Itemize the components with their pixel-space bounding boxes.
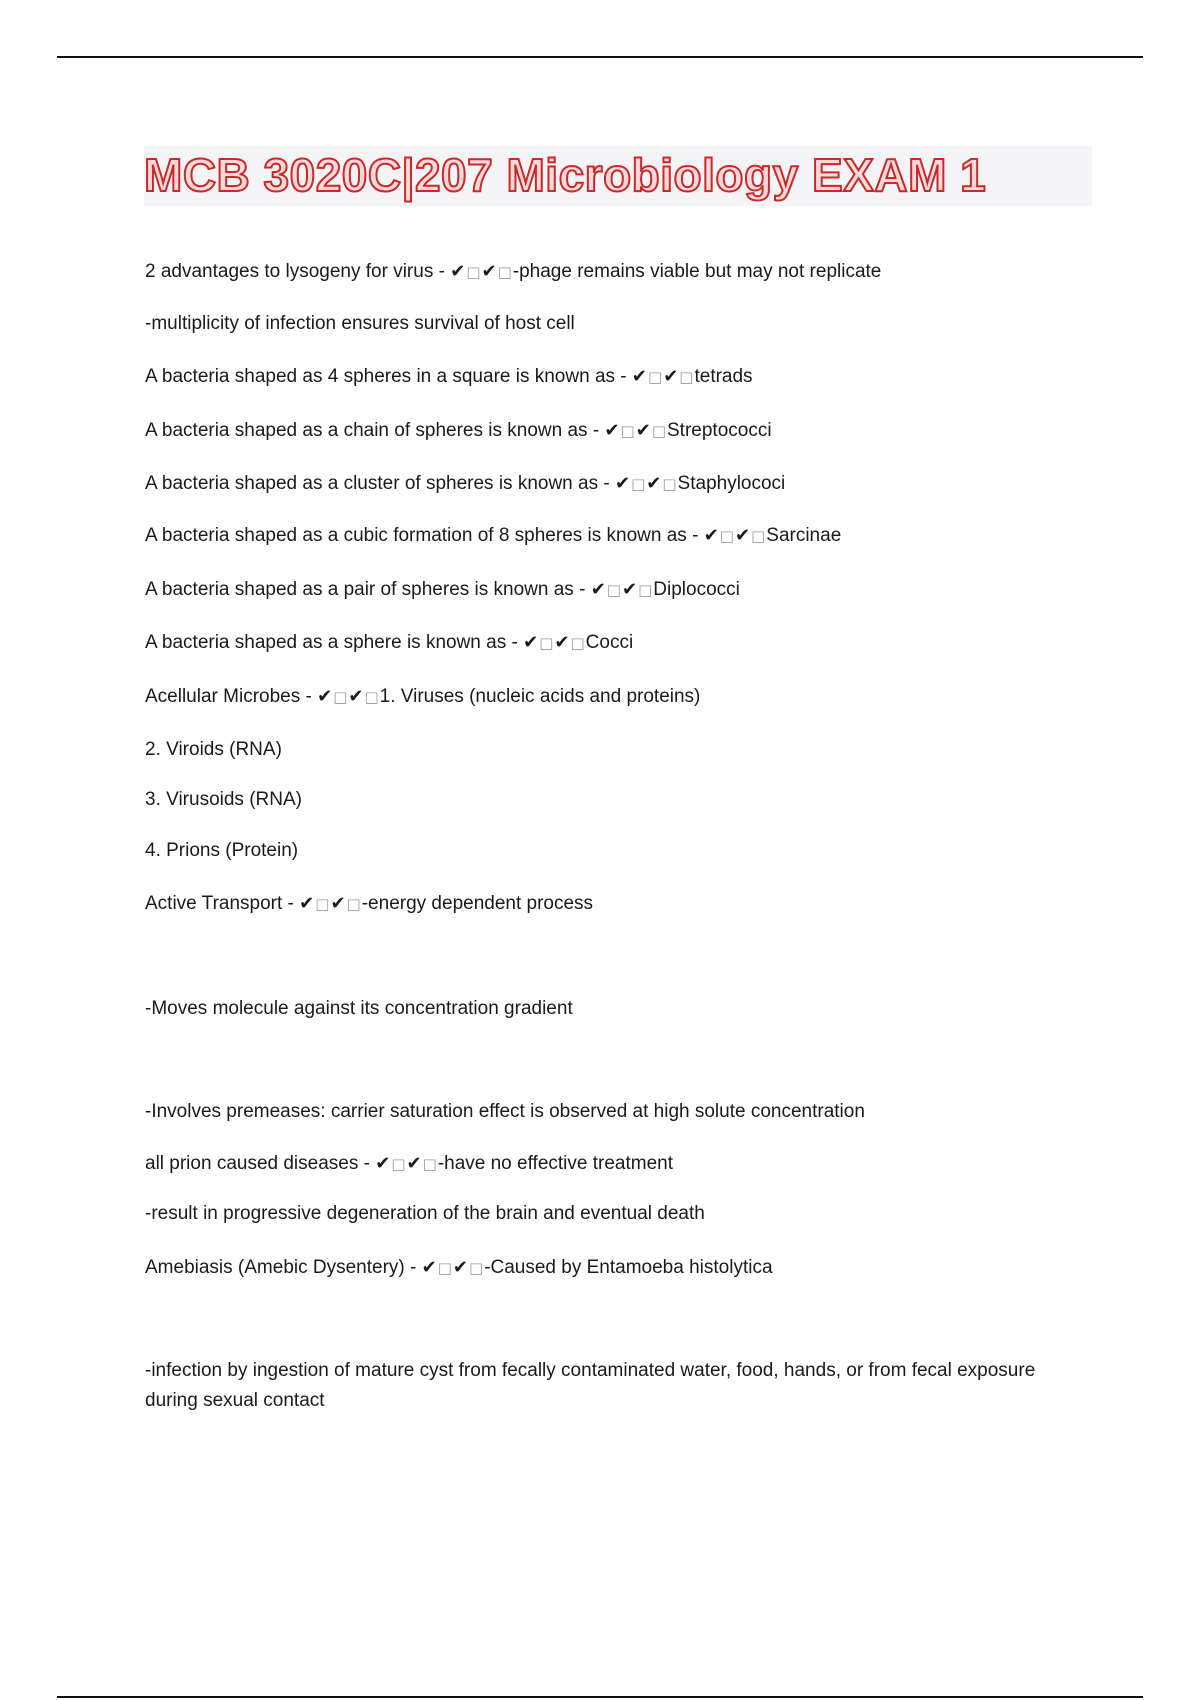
list-item (145, 994, 1055, 1024)
list-item (145, 1149, 1055, 1179)
answer: 1. Viruses (nucleic acids and proteins) (379, 686, 701, 707)
document-title: MCB 3020C|207 Microbiology EXAM 1 (144, 149, 987, 201)
answer: Staphylococi (677, 473, 786, 494)
answer: Cocci (585, 632, 634, 653)
title-banner (144, 146, 1092, 206)
footer-rule (57, 1696, 1143, 1698)
term: 2 advantages to lysogeny for virus - (145, 261, 451, 282)
term: Amebiasis (Amebic Dysentery) - (145, 1257, 422, 1278)
term: A bacteria shaped as a cubic formation of 8 spheres is known as - (145, 525, 704, 546)
term: Active Transport - (145, 893, 300, 914)
list-item (145, 1253, 1055, 1283)
answer: -have no effective treatment (437, 1153, 673, 1174)
list-item (145, 575, 1055, 605)
check-icon: ✔□✔□ (590, 579, 654, 600)
term: A bacteria shaped as a chain of spheres is known as - (145, 420, 605, 441)
answer-continued: -infection by ingestion of mature cyst from fecally contaminated water, food, hands, or from fecal exposure during sexual contact (145, 1360, 1036, 1411)
answer: Streptococci (667, 420, 772, 441)
answer: -energy dependent process (361, 893, 594, 914)
check-icon: ✔□✔□ (421, 1257, 485, 1278)
answer-continued: -multiplicity of infection ensures survival of host cell (145, 313, 575, 334)
list-item (145, 416, 1055, 446)
list-item (145, 1199, 1055, 1229)
answer: Diplococci (653, 579, 740, 600)
check-icon: ✔□✔□ (614, 473, 678, 494)
answer-continued: 4. Prions (Protein) (145, 840, 299, 861)
answer-continued: 2. Viroids (RNA) (145, 739, 282, 760)
header-rule (57, 56, 1143, 58)
term: Acellular Microbes - (145, 686, 318, 707)
check-icon: ✔□✔□ (317, 686, 380, 707)
list-item (145, 469, 1055, 499)
term: A bacteria shaped as a sphere is known as - (145, 632, 524, 653)
check-icon: ✔□✔□ (604, 420, 667, 441)
list-item (145, 628, 1055, 658)
answer: Sarcinae (766, 525, 842, 546)
answer-continued: -Involves premeases: carrier saturation effect is observed at high solute concentration (145, 1101, 865, 1122)
list-item (145, 836, 1055, 866)
answer: tetrads (694, 366, 753, 387)
list-item (145, 735, 1055, 765)
term: all prion caused diseases - (145, 1153, 376, 1174)
answer-continued: -Moves molecule against its concentration gradient (145, 998, 573, 1019)
term: A bacteria shaped as a pair of spheres is known as - (145, 579, 591, 600)
list-item (145, 889, 1055, 919)
answer-continued: -result in progressive degeneration of the brain and eventual death (145, 1203, 705, 1224)
list-item (145, 257, 1055, 287)
list-item (145, 785, 1055, 815)
list-item (145, 521, 1055, 551)
list-item (145, 362, 1055, 392)
check-icon: ✔□✔□ (523, 632, 586, 653)
list-item (145, 1356, 1055, 1416)
list-item (145, 1097, 1055, 1127)
check-icon: ✔□✔□ (299, 893, 362, 914)
check-icon: ✔□✔□ (631, 366, 695, 387)
answer: -phage remains viable but may not replicate (512, 261, 882, 282)
list-item (145, 309, 1055, 339)
list-item (145, 682, 1055, 712)
answer: -Caused by Entamoeba histolytica (484, 1257, 773, 1278)
term: A bacteria shaped as 4 spheres in a square is known as - (145, 366, 632, 387)
check-icon: ✔□✔□ (375, 1153, 438, 1174)
check-icon: ✔□✔□ (450, 261, 513, 282)
term: A bacteria shaped as a cluster of spheres is known as - (145, 473, 615, 494)
answer-continued: 3. Virusoids (RNA) (145, 789, 302, 810)
check-icon: ✔□✔□ (703, 525, 767, 546)
